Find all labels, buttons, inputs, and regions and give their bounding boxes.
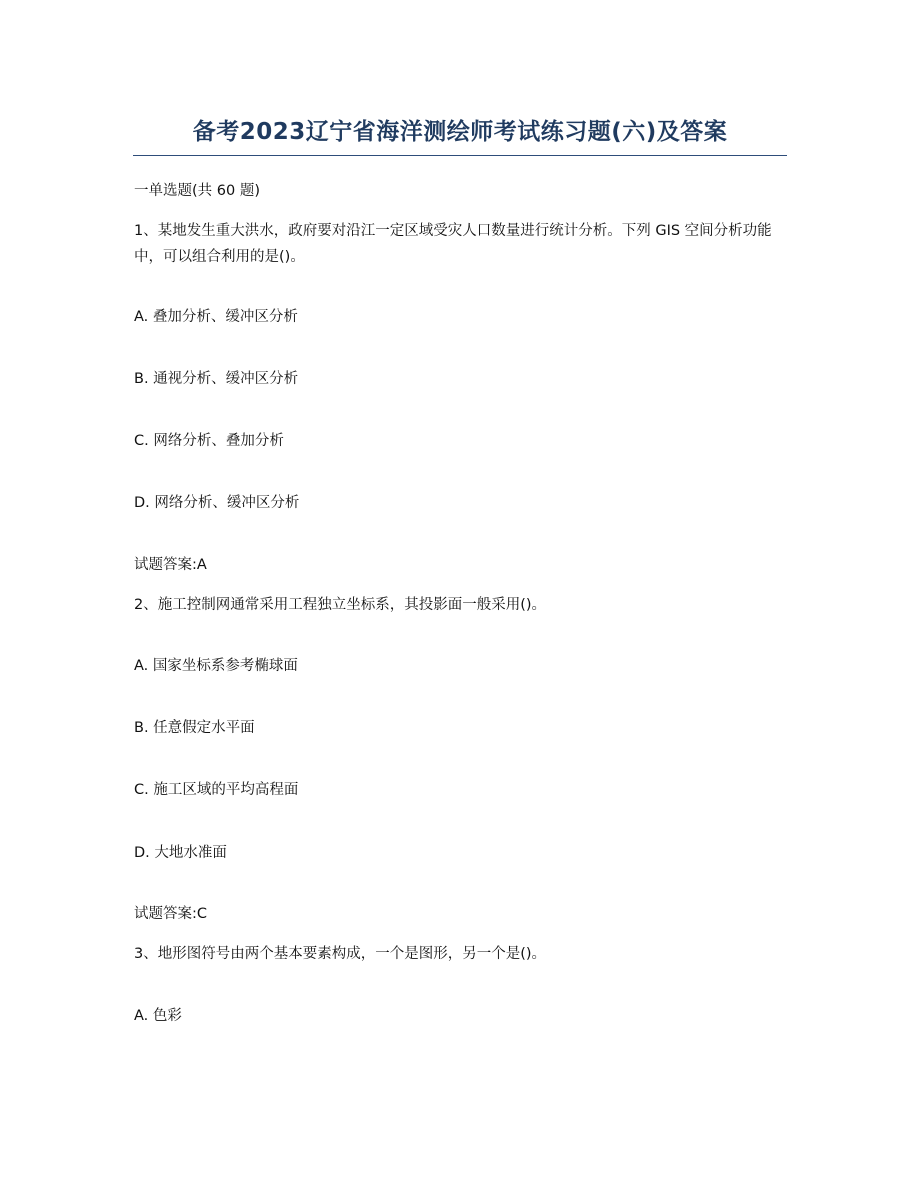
question-1-answer: 试题答案:A (134, 557, 207, 573)
document-title: 备考2023辽宁省海洋测绘师考试练习题(六)及答案 (192, 119, 728, 145)
question-2-option-d: D. 大地水准面 (134, 845, 227, 861)
section-heading: 一单选题(共 60 题) (134, 183, 260, 199)
title-underline (133, 155, 787, 156)
question-1-option-b: B. 通视分析、缓冲区分析 (134, 371, 299, 387)
question-2-option-b: B. 任意假定水平面 (134, 720, 255, 736)
question-1-stem: 1、某地发生重大洪水，政府要对沿江一定区域受灾人口数量进行统计分析。下列 GIS 空间分析功能中，可以组合利用的是()。 (134, 223, 772, 265)
question-2-stem: 2、施工控制网通常采用工程独立坐标系，其投影面一般采用()。 (134, 597, 547, 613)
question-3-option-a: A. 色彩 (134, 1008, 182, 1024)
question-1-option-a: A. 叠加分析、缓冲区分析 (134, 309, 298, 325)
question-2-option-c: C. 施工区域的平均高程面 (134, 782, 299, 798)
question-1-option-c: C. 网络分析、叠加分析 (134, 433, 284, 449)
question-1-option-d: D. 网络分析、缓冲区分析 (134, 495, 300, 511)
question-2-option-a: A. 国家坐标系参考椭球面 (134, 658, 298, 674)
question-3-stem: 3、地形图符号由两个基本要素构成，一个是图形，另一个是()。 (134, 946, 547, 962)
question-2-answer: 试题答案:C (134, 906, 208, 922)
